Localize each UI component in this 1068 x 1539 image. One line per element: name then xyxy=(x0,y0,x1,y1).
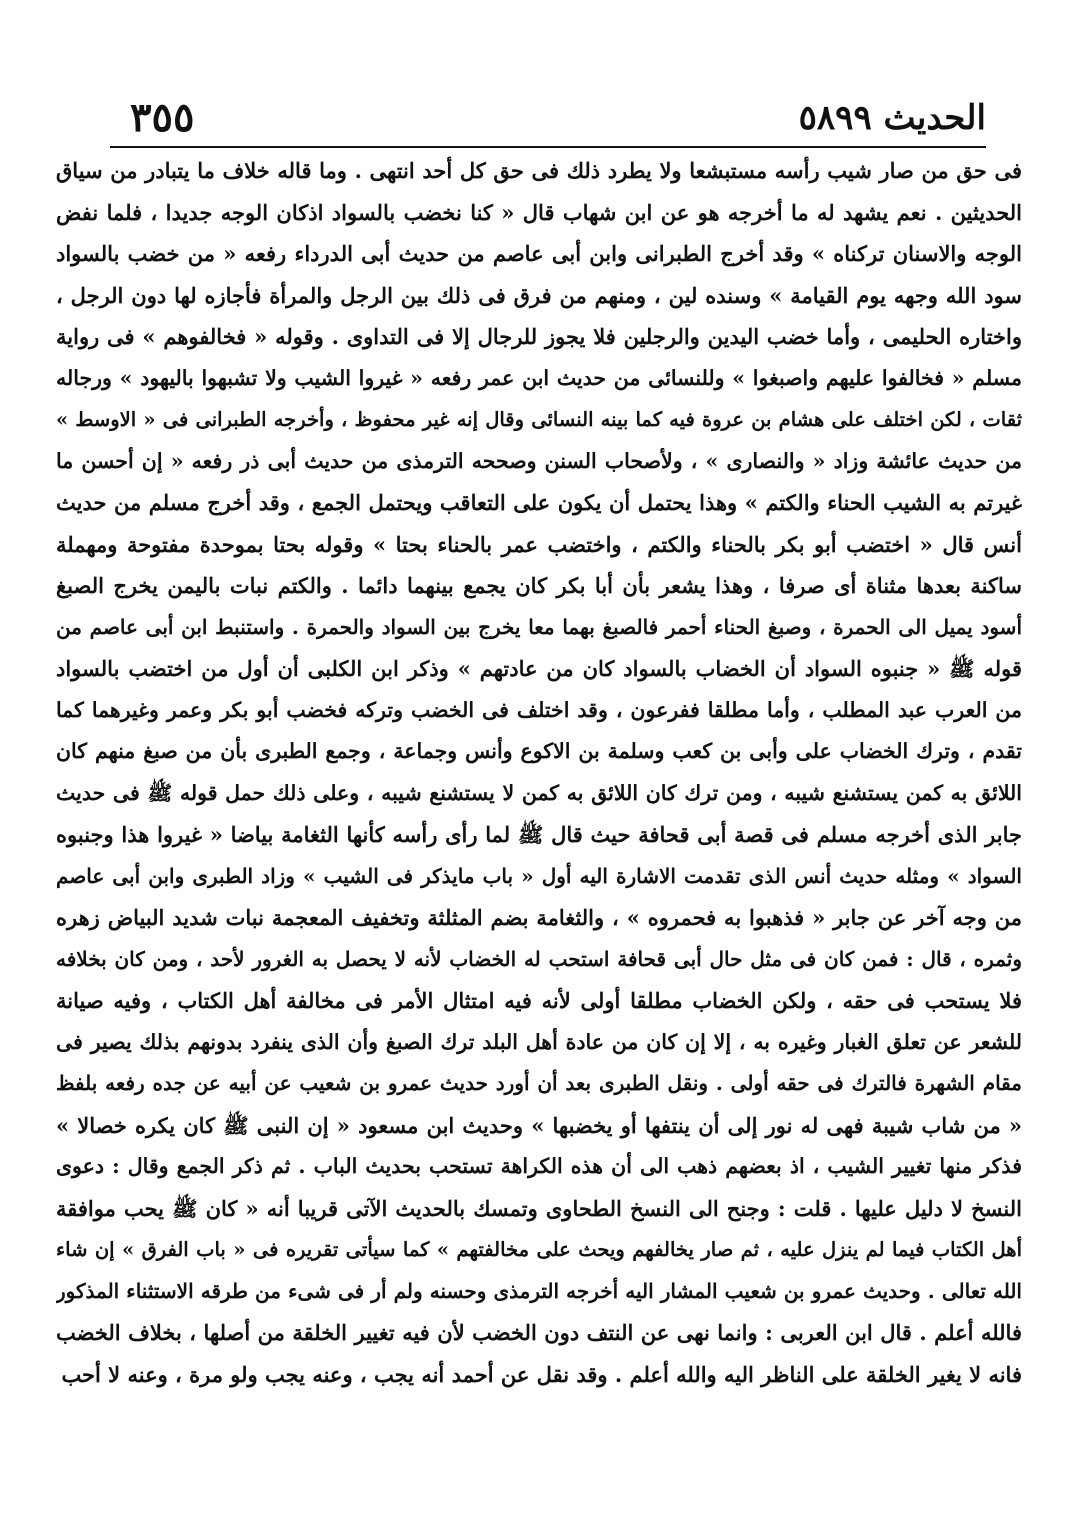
text-line: غيرتم به الشيب الحناء والكتم » وهذا يحتمل أن يكون على التعاقب ويحتمل الجمع ، وقد أخرج مسلم من حديث xyxy=(56,490,1022,515)
body-text xyxy=(56,150,1022,1395)
text-line: قوله ﷺ « جنبوه السواد أن الخضاب بالسواد كان من عادتهم » وذكر ابن الكلبى أن أول من اختضب بالسواد xyxy=(56,656,1022,681)
text-line: اللائق به كمن يستشنع شيبه ، ومن ترك كان اللائق به كمن لا يستشنع شيبه ، وعلى ذلك حمل قوله ﷺ فى حديث xyxy=(56,780,1022,805)
text-line: فالله أعلم . قال ابن العربى : وانما نهى عن النتف دون الخضب لأن فيه تغيير الخلقة من أصلها ، بخلاف الخضب xyxy=(56,1320,1022,1345)
page-number: ٣٥٥ xyxy=(130,94,195,141)
text-line: وثمره ، قال : فمن كان فى مثل حال أبى قحافة استحب له الخضاب لأنه لا يحصل به الغرور لأحد ، ومن كان بخلافه xyxy=(56,946,1022,971)
text-line: أنس قال « اختضب أبو بكر بالحناء والكتم ، واختضب عمر بالحناء بحتا » وقوله بحتا بموحدة مفتوحة ومهملة xyxy=(56,531,1022,557)
text-line: أهل الكتاب فيما لم ينزل عليه ، ثم صار يخالفهم ويحث على مخالفتهم » كما سيأتى تقريره فى « باب الفرق » إن شاء xyxy=(56,1238,1022,1261)
text-line: تقدم ، وترك الخضاب على وأبى بن كعب وسلمة بن الاكوع وأنس وجماعة ، وجمع الطبرى بأن من صبغ منهم كان xyxy=(56,739,1022,763)
text-line: فى حق من صار شيب رأسه مستبشعا ولا يطرد ذلك فى حق كل أحد انتهى . وما قاله خلاف ما يتبادر من سياق xyxy=(56,158,1022,183)
text-line: الوجه والاسنان تركناه » وقد أخرج الطبرانى وابن أبى عاصم من حديث أبى الدرداء رفعه « من خضب بالسواد xyxy=(56,241,1022,266)
text-line: للشعر عن تعلق الغبار وغيره به ، إلا إن كان من عادة أهل البلد ترك الصبغ وأن الذى ينفرد بدونهم بذلك يصير فى xyxy=(56,1029,1022,1054)
page-header xyxy=(110,92,986,152)
text-line: فلا يستحب فى حقه ، ولكن الخضاب مطلقا أولى لأنه فيه امتثال الأمر فى مخالفة أهل الكتاب ، وفيه صيانة xyxy=(56,988,1022,1013)
text-line: ثقات ، لكن اختلف على هشام بن عروة فيه كما بينه النسائى وقال إنه غير محفوظ ، وأخرجه الطبرانى فى « الاوسط » xyxy=(56,408,1022,431)
text-line: من العرب عبد المطلب ، وأما مطلقا ففرعون ، وقد اختلف فى الخضب وتركه فخضب أبو بكر وعمر وغيرهما كما xyxy=(56,697,1022,722)
text-line: سود الله وجهه يوم القيامة » وسنده لين ، ومنهم من فرق فى ذلك بين الرجل والمرأة فأجازه لها دون الرجل ، xyxy=(56,282,1022,308)
running-head: الحديث ٥٨٩٩ xyxy=(798,98,986,138)
text-line: واختاره الحليمى ، وأما خضب اليدين والرجلين فلا يجوز للرجال إلا فى التداوى . وقوله « فخالفوهم » فى رواية xyxy=(56,324,1022,349)
text-line: من وجه آخر عن جابر « فذهبوا به فحمروه » ، والثغامة بضم المثلثة وتخفيف المعجمة نبات شديد البياض زهره xyxy=(56,905,1022,930)
text-line: مقام الشهرة فالترك فى حقه أولى . ونقل الطبرى بعد أن أورد حديث عمرو بن شعيب عن أبيه عن جده رفعه بلفظ xyxy=(56,1071,1022,1095)
text-line: الحديثين . نعم يشهد له ما أخرجه هو عن ابن شهاب قال « كنا نخضب بالسواد اذكان الوجه جديدا ، فلما نفض xyxy=(56,199,1022,225)
text-line: مسلم « فخالفوا عليهم واصبغوا » وللنسائى من حديث ابن عمر رفعه « غيروا الشيب ولا تشبهوا باليهود » ورجاله xyxy=(56,365,1022,390)
text-line: جابر الذى أخرجه مسلم فى قصة أبى قحافة حيث قال ﷺ لما رأى رأسه كأنها الثغامة بياضا « غيروا هذا وجنبوه xyxy=(56,822,1022,847)
text-line: ساكنة بعدها مثناة أى صرفا ، وهذا يشعر بأن أبا بكر كان يجمع بينهما دائما . والكتم نبات باليمن يخرج الصبغ xyxy=(56,573,1022,598)
header-rule xyxy=(110,146,986,148)
text-line: السواد » ومثله حديث أنس الذى تقدمت الاشارة اليه أول « باب مايذكر فى الشيب » وزاد الطبرى وابن أبى عاصم xyxy=(56,863,1022,888)
text-line: فانه لا يغير الخلقة على الناظر اليه والله أعلم . وقد نقل عن أحمد أنه يجب ، وعنه يجب ولو مرة ، وعنه لا أحب xyxy=(61,1361,1022,1387)
text-line: النسخ لا دليل عليها . قلت : وجنح الى النسخ الطحاوى وتمسك بالحديث الآتى قريبا أنه « كان ﷺ يحب موافقة xyxy=(56,1195,1022,1221)
text-line: أسود يميل الى الحمرة ، وصبغ الحناء أحمر فالصبغ بهما معا يخرج بين السواد والحمرة . واستنبط ابن أبى عاصم من xyxy=(56,614,1022,639)
text-line: « من شاب شيبة فهى له نور إلى أن ينتفها أو يخضبها » وحديث ابن مسعود « إن النبى ﷺ كان يكره خصالا » xyxy=(56,1112,1022,1138)
text-line: الله تعالى . وحديث عمرو بن شعيب المشار اليه أخرجه الترمذى وحسنه ولم أر فى شىء من طرقه الاستثناء المذكور xyxy=(56,1278,1022,1303)
text-line: من حديث عائشة وزاد « والنصارى » ، ولأصحاب السنن وصححه الترمذى من حديث أبى ذر رفعه « إن أحسن ما xyxy=(56,448,1022,473)
text-line: فذكر منها تغيير الشيب ، اذ بعضهم ذهب الى أن هذه الكراهة تستحب بحديث الباب . ثم ذكر الجمع وقال : دعوى xyxy=(56,1154,1022,1178)
